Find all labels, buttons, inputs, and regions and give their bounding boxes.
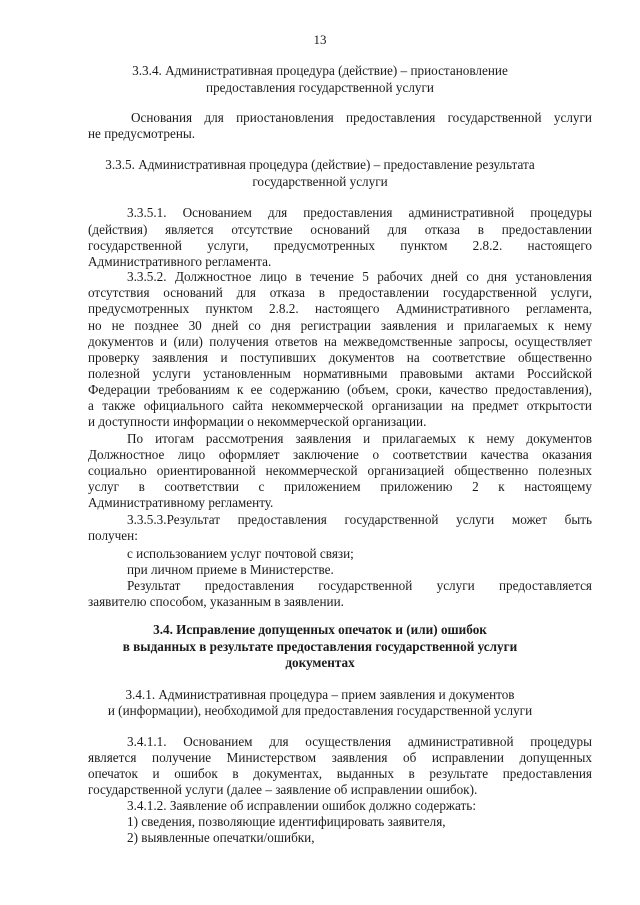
list-delivery-item-2: при личном приеме в Министерстве. bbox=[127, 562, 334, 577]
section-3-4-1-heading-line-1: 3.4.1. Административная процедура – прием заявления и документов bbox=[125, 687, 515, 702]
section-3-4-1-heading-line-2: и (информации), необходимой для предоставления государственной услуги bbox=[107, 703, 533, 718]
para-3-3-5-3-line-2: получен: bbox=[88, 528, 138, 543]
para-3-3-5-3-line-1: 3.3.5.3.Результат предоставления государственной услуги может быть bbox=[127, 512, 592, 527]
para-3-3-5-2-line-6: проверку заявления и поступивших документов на соответствие общественно bbox=[88, 350, 592, 365]
para-3-3-5-1-line-4: Административного регламента. bbox=[88, 254, 272, 269]
para-3-3-5-1-line-3: государственной услуги, предусмотренных пунктом 2.8.2. настоящего bbox=[88, 238, 592, 253]
para-review-line-2: Должностное лицо оформляет заключение о соответствии качества оказания bbox=[88, 447, 592, 462]
section-3-4-heading-line-2: в выданных в результате предоставления государственной услуги bbox=[122, 639, 518, 654]
para-3-4-1-1-line-4: государственной услуги (далее – заявление об исправлении ошибок). bbox=[88, 782, 478, 797]
para-suspension-line-1: Основания для приостановления предоставления государственной услуги bbox=[131, 110, 592, 125]
para-3-4-1-1-line-3: опечаток и ошибок в документах, выданных в результате предоставления bbox=[88, 766, 592, 781]
section-3-4-heading-line-1: 3.4. Исправление допущенных опечаток и (или) ошибок bbox=[153, 622, 487, 637]
para-3-3-5-2-line-7: полезной услуги установленным нормативными правовыми актами Российской bbox=[88, 366, 592, 381]
list-delivery-item-1: с использованием услуг почтовой связи; bbox=[127, 546, 354, 561]
para-3-3-5-2-line-1: 3.3.5.2. Должностное лицо в течение 5 рабочих дней со дня установления bbox=[127, 269, 592, 284]
para-review-line-3: социально ориентированной некоммерческой организацией общественно полезных bbox=[88, 463, 592, 478]
section-3-3-5-heading-line-1: 3.3.5. Административная процедура (действие) – предоставление результата bbox=[105, 157, 535, 172]
para-3-3-5-2-line-3: предусмотренных пунктом 2.8.2. настоящего Административного регламента, bbox=[88, 301, 592, 316]
para-3-4-1-1-line-1: 3.4.1.1. Основанием для осуществления административной процедуры bbox=[127, 734, 592, 749]
page-number: 13 bbox=[313, 32, 327, 47]
section-3-4-heading-line-3: документах bbox=[285, 655, 355, 670]
section-3-3-4-heading-line-1: 3.3.4. Административная процедура (действие) – приостановление bbox=[132, 63, 508, 78]
section-3-3-5-heading-line-2: государственной услуги bbox=[252, 174, 388, 189]
para-3-3-5-2-line-10: и доступности информации о некоммерческой организации. bbox=[88, 414, 427, 429]
para-review-line-1: По итогам рассмотрения заявления и прилагаемых к нему документов bbox=[127, 431, 592, 446]
para-3-4-1-2: 3.4.1.2. Заявление об исправлении ошибок должно содержать: bbox=[127, 798, 476, 813]
para-3-4-1-1-line-2: является получение Министерством заявления об исправлении допущенных bbox=[88, 750, 592, 765]
para-suspension-line-2: не предусмотрены. bbox=[88, 126, 196, 141]
para-3-3-5-1-line-1: 3.3.5.1. Основанием для предоставления административной процедуры bbox=[127, 205, 592, 220]
para-3-3-5-2-line-8: Федерации требованиям к ее содержанию (объем, сроки, качество предоставления), bbox=[88, 382, 592, 397]
para-result-line-2: заявителю способом, указанным в заявлении. bbox=[88, 594, 344, 609]
list-contents-item-1: 1) сведения, позволяющие идентифицировать заявителя, bbox=[127, 814, 446, 829]
list-contents-item-2: 2) выявленные опечатки/ошибки, bbox=[127, 830, 315, 845]
section-3-3-4-heading-line-2: предоставления государственной услуги bbox=[206, 80, 434, 95]
para-3-3-5-2-line-2: отсутствия оснований для отказа в предоставлении государственной услуги, bbox=[88, 285, 592, 300]
para-3-3-5-2-line-5: документов и (или) получения ответов на межведомственные запросы, осуществляет bbox=[88, 334, 592, 349]
para-review-line-5: Административному регламенту. bbox=[88, 495, 274, 510]
para-3-3-5-2-line-9: а также официального сайта некоммерческой организации на предмет открытости bbox=[88, 398, 592, 413]
para-review-line-4: услуг в соответствии с приложением приложению 2 к настоящему bbox=[88, 479, 592, 494]
para-3-3-5-1-line-2: (действия) является отсутствие оснований для отказа в предоставлении bbox=[88, 222, 592, 237]
para-3-3-5-2-line-4: но не позднее 30 дней со дня регистрации заявления и прилагаемых к нему bbox=[88, 318, 592, 333]
para-result-line-1: Результат предоставления государственной услуги предоставляется bbox=[127, 578, 592, 593]
